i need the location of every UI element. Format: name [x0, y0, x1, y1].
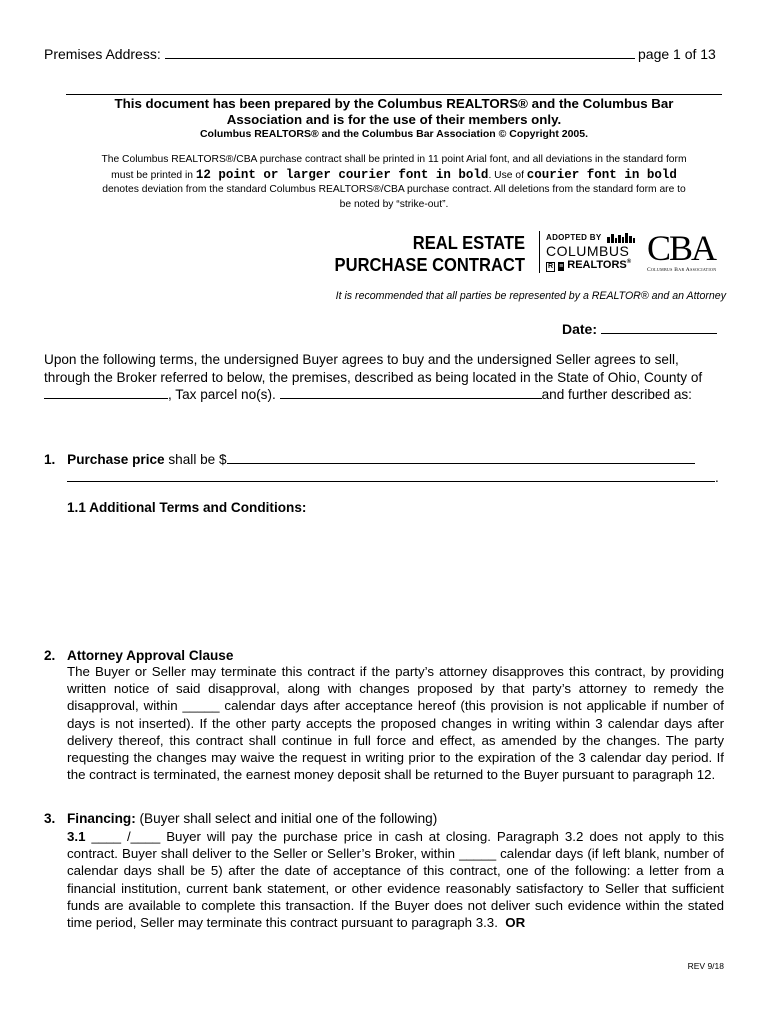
document-title	[318, 232, 525, 276]
purchase-price-period: .	[715, 470, 719, 485]
further-described-label: and further described as:	[541, 387, 692, 403]
purchase-price-field[interactable]	[227, 451, 695, 464]
section-3-heading: Financing:	[67, 811, 136, 826]
purchase-price-line-2	[67, 469, 719, 485]
date-label: Date:	[562, 321, 598, 337]
preamble-heading	[66, 96, 722, 128]
realtors-row: R ≡ REALTORS®	[548, 259, 632, 271]
adopted-by-text: ADOPTED BY	[546, 233, 602, 242]
section-3-1-number: 3.1	[67, 829, 86, 844]
intro-line-1: Upon the following terms, the undersigned Buyer agrees to buy and the undersigned Seller agrees to sell,	[44, 352, 679, 367]
section-2-heading: Attorney Approval Clause	[67, 648, 234, 663]
skyline-icon	[606, 233, 636, 243]
preamble-line-1: This document has been prepared by the Columbus REALTORS® and the Columbus Bar	[114, 96, 674, 111]
courier-sample-1: 12 point or larger courier font in bold	[195, 167, 489, 182]
section-3-1-text: Buyer will pay the purchase price in cash at closing. Paragraph 3.2 does not apply to this contract. Buyer shall deliver to the Seller or Seller’s Broker, within _____ calendar days (if left blank, number of calendar days shall be 5) after the date of acceptance of this contract, one of the following: a letter from a financial institution, current bank statement, or other evidence reasonably satisfactory to Seller that sufficient funds are available to complete this transaction. If the Buyer does not deliver such evidence within the stated time period, Seller may terminate this contract pursuant to paragraph 3.3.	[67, 829, 724, 931]
premises-address-label: Premises Address:	[44, 46, 161, 62]
county-field[interactable]	[44, 386, 168, 399]
premises-address-field[interactable]	[165, 46, 635, 59]
font-notice-text: must be printed in	[111, 169, 196, 181]
title-line-2: PURCHASE CONTRACT	[334, 255, 525, 275]
section-1-heading: Purchase price	[67, 452, 165, 467]
date-line	[562, 321, 717, 337]
section-3-1-body	[67, 828, 724, 931]
font-notice-text: . Use of	[488, 169, 527, 181]
section-2-body: The Buyer or Seller may terminate this contract if the party’s attorney disapproves this contract, by providing written notice of said disapproval, along with changes proposed by that party’s attorney to remedy the disapproval, within _____ calendar days after acceptance hereof (this provision is not applicable if number of days is not inserted). If the other party accepts the proposed changes in writing within 3 calendar days after delivery thereof, this contract shall continue in full force and effect, as amended by the changes. The party requesting the changes may waive the request in writing prior to the expiration of the 3 calendar day period. If the contract is terminated, the earnest money deposit shall be returned to the Buyer pursuant to paragraph 12.	[67, 664, 724, 783]
tax-parcel-label: , Tax parcel no(s).	[168, 387, 276, 403]
recommendation-text: It is recommended that all parties be represented by a REALTOR® and an Attorney	[335, 290, 726, 302]
font-notice	[66, 153, 722, 212]
date-field[interactable]	[601, 321, 717, 334]
premises-address-line	[44, 46, 635, 62]
section-1	[44, 451, 724, 467]
title-line-1: REAL ESTATE	[412, 233, 525, 253]
cba-caption: Columbus Bar Association	[647, 267, 717, 273]
preamble-line-2: Association and is for the use of their members only.	[226, 112, 562, 127]
columbus-realtors-logo	[546, 233, 636, 273]
intro-paragraph	[44, 351, 724, 404]
page-number: page 1 of 13	[638, 46, 716, 62]
equal-housing-icon: ≡	[559, 263, 564, 270]
additional-terms-heading: 1.1 Additional Terms and Conditions:	[67, 500, 307, 515]
section-3-heading-note: (Buyer shall select and initial one of the following)	[135, 811, 438, 826]
font-notice-line-4: be noted by “strike-out”.	[339, 198, 449, 210]
intro-line-2: through the Broker referred to below, the premises, described as being located in the State of Ohio, County of	[44, 369, 703, 385]
copyright-line: Columbus REALTORS® and the Columbus Bar Association © Copyright 2005.	[199, 128, 589, 140]
realtor-r-icon: R	[548, 263, 554, 270]
cba-logo	[645, 230, 727, 276]
section-1-text: shall be $	[164, 452, 227, 467]
realtors-text: REALTORS	[567, 259, 627, 271]
columbus-text: COLUMBUS	[546, 243, 630, 259]
purchase-price-words-field[interactable]	[67, 469, 715, 482]
font-notice-line-2	[66, 168, 722, 184]
tax-parcel-field[interactable]	[280, 386, 542, 399]
section-2-number: 2.	[44, 648, 56, 663]
additional-terms-area[interactable]	[67, 520, 723, 640]
section-1-number: 1.	[44, 452, 56, 467]
cba-letters: CBA	[647, 228, 716, 268]
intro-line-3	[44, 386, 724, 404]
section-3-1-initials[interactable]: ____ /____	[85, 829, 167, 844]
section-3-1-or: OR	[505, 915, 526, 931]
header-rule	[66, 94, 722, 95]
font-notice-line-1: The Columbus REALTORS®/CBA purchase contract shall be printed in 11 point Arial font, and all deviations in the standard form	[101, 154, 687, 165]
title-divider	[539, 231, 540, 273]
section-3-heading-line	[67, 811, 437, 826]
section-3-number: 3.	[44, 811, 56, 826]
revision-label: REV 9/18	[687, 961, 724, 971]
font-notice-line-3: denotes deviation from the standard Columbus REALTORS®/CBA purchase contract. All deletions from the standard form are to	[102, 184, 686, 195]
courier-sample-2: courier font in bold	[526, 167, 677, 182]
